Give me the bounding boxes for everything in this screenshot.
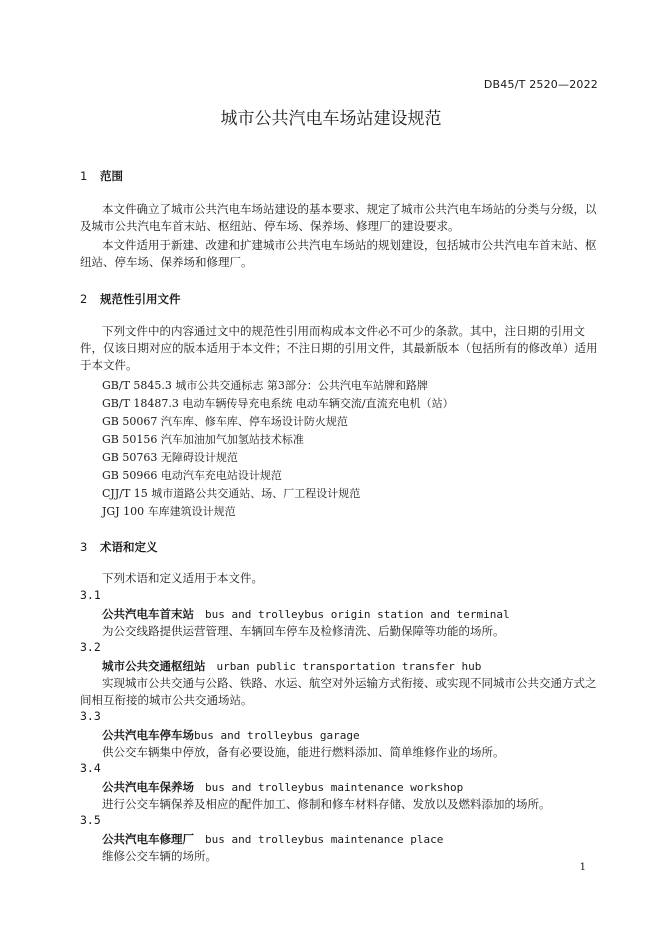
term-definition: 供公交车辆集中停放，备有必要设施，能进行燃料添加、简单维修作业的场所。 — [102, 745, 505, 759]
section-title: 术语和定义 — [100, 540, 158, 554]
term-name-en: bus and trolleybus maintenance place — [204, 833, 444, 846]
section-heading-normative-references — [80, 291, 181, 307]
term-definition: 为公交线路提供运营管理、车辆回车停车及检修清洗、后勤保障等功能的场所。 — [102, 624, 505, 638]
term-number: 3.4 — [80, 761, 101, 775]
reference-item: CJJ/T 15 城市道路公共交通站、场、厂工程设计规范 — [102, 487, 361, 500]
term-name — [102, 606, 510, 622]
section-number: 1 — [80, 169, 88, 183]
term-name-en: urban public transportation transfer hub — [216, 660, 482, 673]
term-number: 3.5 — [80, 813, 101, 827]
paragraph: 本文件适用于新建、改建和扩建城市公共汽电车场站的规划建设，包括城市公共汽电车首末站、枢纽站、停车场、保养场和修理厂。 — [80, 238, 597, 269]
section-title: 规范性引用文件 — [100, 292, 181, 306]
term-name-zh: 公共汽电车首末站 — [102, 607, 194, 621]
document-title: 城市公共汽电车场站建设规范 — [220, 109, 442, 129]
term-definition: 进行公交车辆保养及相应的配件加工、修制和修车材料存储、发放以及燃料添加的场所。 — [102, 797, 551, 811]
term-definition: 维修公交车辆的场所。 — [102, 849, 217, 863]
term-name-zh: 公共汽电车停车场 — [102, 728, 194, 742]
paragraph: 本文件确立了城市公共汽电车场站建设的基本要求、规定了城市公共汽电车场站的分类与分级，以及城市公共汽电车首末站、枢纽站、停车场、保养场、修理厂的建设要求。 — [80, 202, 597, 233]
section-number: 3 — [80, 540, 88, 554]
term-definition: 实现城市公共交通与公路、铁路、水运、航空对外运输方式衔接、或实现不同城市公共交通方式之间相互衔接的城市公共交通场站。 — [80, 676, 597, 707]
reference-item: GB/T 5845.3 城市公共交通标志 第3部分：公共汽电车站牌和路牌 — [102, 379, 428, 392]
term-name — [102, 831, 443, 847]
section-title: 范围 — [100, 169, 123, 183]
section-number: 2 — [80, 292, 88, 306]
term-name-zh: 城市公共交通枢纽站 — [102, 659, 206, 673]
term-number: 3.3 — [80, 709, 101, 723]
reference-item: GB 50966 电动汽车充电站设计规范 — [102, 469, 282, 482]
term-name-zh: 公共汽电车修理厂 — [102, 832, 194, 846]
reference-item: GB 50156 汽车加油加气加氢站技术标准 — [102, 433, 304, 446]
reference-item: JGJ 100 车库建筑设计规范 — [102, 505, 236, 518]
term-name-en: bus and trolleybus origin station and terminal — [204, 608, 510, 621]
term-number: 3.1 — [80, 588, 101, 602]
term-name-en: bus and trolleybus maintenance workshop — [204, 781, 464, 794]
term-name — [102, 658, 481, 674]
term-name-zh: 公共汽电车保养场 — [102, 780, 194, 794]
page-number: 1 — [579, 862, 586, 873]
section-heading-terms — [80, 539, 158, 555]
term-name — [102, 727, 360, 743]
paragraph: 下列文件中的内容通过文中的规范性引用而构成本文件必不可少的条款。其中，注日期的引用文件，仅该日期对应的版本适用于本文件；不注日期的引用文件，其最新版本（包括所有的修改单）适用于本文件。 — [80, 324, 598, 372]
reference-item: GB 50763 无障碍设计规范 — [102, 451, 238, 464]
reference-item: GB/T 18487.3 电动车辆传导充电系统 电动车辆交流/直流充电机（站） — [102, 397, 454, 410]
section-heading-scope — [80, 168, 123, 184]
term-name — [102, 779, 463, 795]
paragraph: 下列术语和定义适用于本文件。 — [102, 571, 263, 585]
document-code: DB45/T 2520—2022 — [483, 78, 598, 91]
term-name-en: bus and trolleybus garage — [194, 729, 360, 742]
term-number: 3.2 — [80, 640, 101, 654]
reference-item: GB 50067 汽车库、修车库、停车场设计防火规范 — [102, 415, 348, 428]
